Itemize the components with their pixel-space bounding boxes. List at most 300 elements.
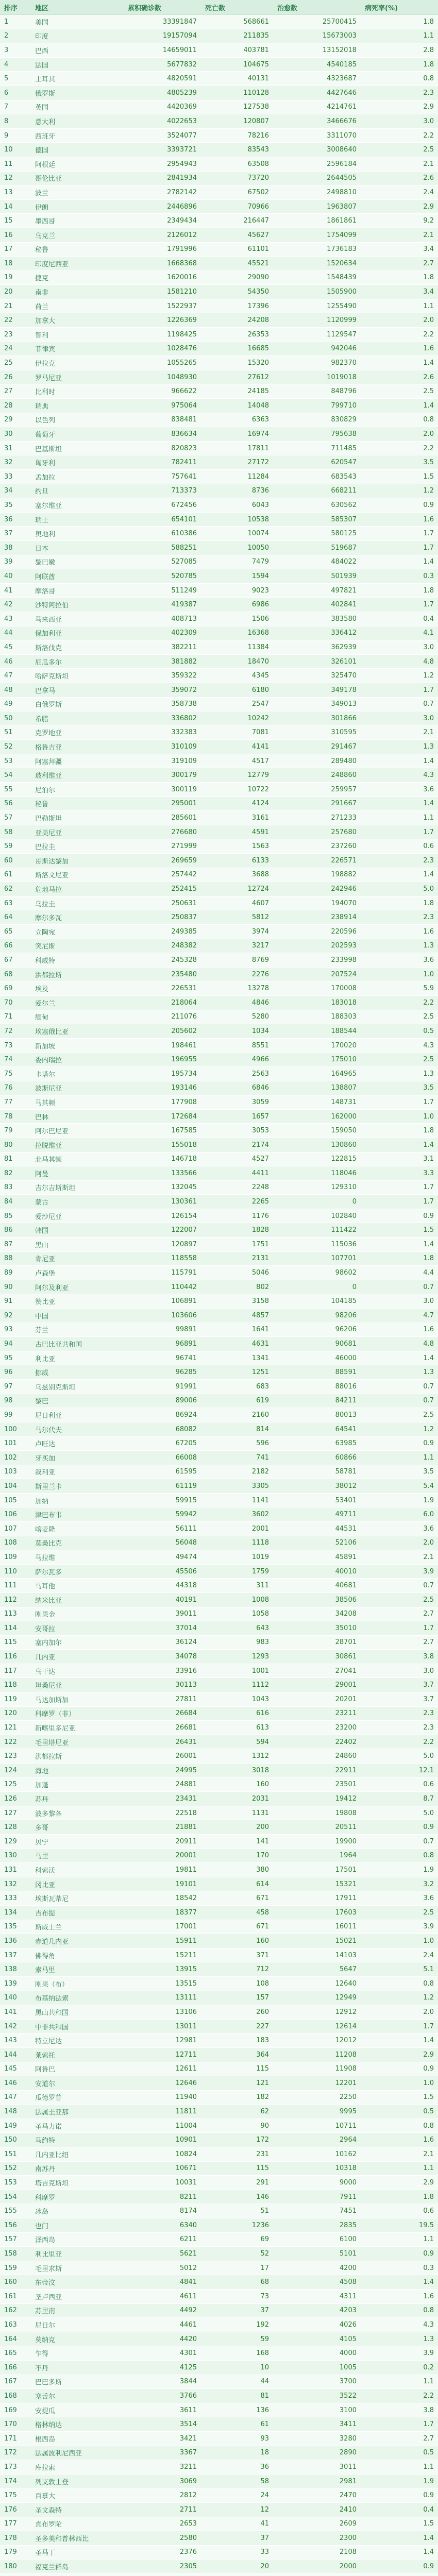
table-row[interactable] — [0, 470, 438, 484]
row-cases: 235480 — [124, 967, 201, 981]
table-row[interactable] — [0, 2360, 438, 2375]
table-row[interactable] — [0, 1905, 438, 1920]
table-row[interactable] — [0, 1607, 438, 1621]
table-row[interactable] — [0, 228, 438, 242]
table-row[interactable] — [0, 2403, 438, 2417]
table-row[interactable] — [0, 1564, 438, 1579]
header-deaths[interactable]: 死亡数 — [201, 0, 273, 15]
row-deaths: 643 — [201, 1621, 273, 1636]
row-cases: 2580 — [124, 2531, 201, 2546]
table-row[interactable] — [0, 2033, 438, 2048]
table-row[interactable] — [0, 384, 438, 399]
table-row[interactable] — [0, 29, 438, 43]
table-row[interactable] — [0, 754, 438, 768]
table-row[interactable] — [0, 2389, 438, 2403]
table-row[interactable] — [0, 697, 438, 711]
table-row[interactable] — [0, 171, 438, 185]
table-row[interactable] — [0, 1820, 438, 1835]
table-row[interactable] — [0, 1309, 438, 1323]
table-row[interactable] — [0, 143, 438, 157]
table-row[interactable] — [0, 270, 438, 285]
table-row[interactable] — [0, 299, 438, 313]
table-row[interactable] — [0, 2446, 438, 2460]
row-region: 马尔代夫 — [31, 1422, 124, 1436]
row-rank: 24 — [0, 342, 31, 356]
table-row[interactable] — [0, 1323, 438, 1337]
row-region: 土耳其 — [31, 72, 124, 86]
table-row[interactable] — [0, 1138, 438, 1152]
table-row[interactable] — [0, 583, 438, 598]
table-row[interactable] — [0, 2474, 438, 2488]
row-region: 美国 — [31, 15, 124, 29]
table-row[interactable] — [0, 612, 438, 626]
table-row[interactable] — [0, 1863, 438, 1877]
table-row[interactable] — [0, 2147, 438, 2162]
row-cases: 218064 — [124, 995, 201, 1010]
table-row[interactable] — [0, 725, 438, 740]
row-region: 波兰 — [31, 185, 124, 200]
row-deaths: 52 — [201, 2247, 273, 2261]
table-row[interactable] — [0, 1507, 438, 1522]
table-row[interactable] — [0, 1479, 438, 1494]
row-recovered: 620547 — [273, 455, 361, 470]
table-row[interactable] — [0, 455, 438, 470]
table-row[interactable] — [0, 1777, 438, 1792]
table-row[interactable] — [0, 1635, 438, 1650]
table-row[interactable] — [0, 1294, 438, 1309]
row-rank: 149 — [0, 2119, 31, 2133]
table-row[interactable] — [0, 2290, 438, 2304]
row-deaths — [201, 2573, 273, 2576]
row-deaths: 4517 — [201, 754, 273, 768]
table-row[interactable] — [0, 910, 438, 925]
table-row[interactable] — [0, 441, 438, 455]
row-rank: 85 — [0, 1209, 31, 1223]
table-row[interactable] — [0, 2431, 438, 2446]
table-row[interactable] — [0, 2417, 438, 2432]
row-deaths: 81 — [201, 2389, 273, 2403]
table-row[interactable] — [0, 825, 438, 839]
row-cases: 782411 — [124, 455, 201, 470]
row-rate: 0.5 — [361, 1024, 438, 1039]
row-recovered: 349013 — [273, 697, 361, 711]
table-row[interactable] — [0, 2531, 438, 2546]
row-cases: 12646 — [124, 2076, 201, 2091]
row-rate: 1.8 — [361, 2190, 438, 2204]
table-row[interactable] — [0, 839, 438, 854]
table-row[interactable] — [0, 1877, 438, 1891]
row-region: 斯洛伐克 — [31, 640, 124, 655]
row-region: 喀麦隆 — [31, 1521, 124, 1536]
table-row[interactable] — [0, 540, 438, 555]
table-row[interactable] — [0, 214, 438, 228]
row-deaths: 231 — [201, 2147, 273, 2162]
row-recovered: 4026 — [273, 2318, 361, 2332]
row-region: 巴拉圭 — [31, 839, 124, 854]
table-row[interactable] — [0, 1493, 438, 1507]
table-row[interactable] — [0, 740, 438, 754]
table-row[interactable] — [0, 1849, 438, 1863]
table-row[interactable] — [0, 1976, 438, 1991]
table-row[interactable] — [0, 1678, 438, 1692]
row-region: 泽西岛 — [31, 2232, 124, 2247]
table-row[interactable] — [0, 2176, 438, 2190]
table-row[interactable] — [0, 2133, 438, 2147]
row-deaths: 104675 — [201, 57, 273, 72]
table-row[interactable] — [0, 285, 438, 299]
row-rank: 154 — [0, 2190, 31, 2204]
row-recovered: 4203 — [273, 2303, 361, 2318]
row-rate: 1.1 — [361, 2375, 438, 2389]
row-recovered: 289480 — [273, 754, 361, 768]
header-region[interactable]: 地区 — [31, 0, 124, 15]
row-region: 西班牙 — [31, 128, 124, 143]
table-row[interactable] — [0, 1209, 438, 1223]
table-row[interactable] — [0, 1664, 438, 1678]
table-row[interactable] — [0, 654, 438, 669]
row-cases: 34078 — [124, 1650, 201, 1664]
table-row[interactable] — [0, 925, 438, 939]
row-rate: 3.0 — [361, 1294, 438, 1309]
table-row[interactable] — [0, 413, 438, 427]
table-row[interactable] — [0, 2545, 438, 2560]
table-row[interactable] — [0, 2161, 438, 2176]
table-row[interactable] — [0, 1806, 438, 1820]
row-rank: 175 — [0, 2488, 31, 2503]
table-header — [0, 0, 438, 15]
row-deaths: 6043 — [201, 498, 273, 513]
row-deaths: 683 — [201, 1380, 273, 1394]
row-rank: 139 — [0, 1976, 31, 1991]
row-region: 巴基斯坦 — [31, 441, 124, 455]
table-row[interactable] — [0, 1238, 438, 1252]
row-recovered: 15321 — [273, 1877, 361, 1891]
table-row[interactable] — [0, 981, 438, 996]
table-row[interactable] — [0, 1835, 438, 1849]
row-cases: 12981 — [124, 2033, 201, 2048]
table-row[interactable] — [0, 1266, 438, 1280]
table-row[interactable] — [0, 1223, 438, 1238]
table-row[interactable] — [0, 242, 438, 257]
row-cases: 177908 — [124, 1095, 201, 1110]
table-row[interactable] — [0, 1351, 438, 1365]
table-row[interactable] — [0, 72, 438, 86]
table-row[interactable] — [0, 86, 438, 100]
row-deaths: 596 — [201, 1436, 273, 1451]
row-deaths: 68 — [201, 2275, 273, 2290]
table-row[interactable] — [0, 768, 438, 783]
row-region: 圣卢西亚 — [31, 2290, 124, 2304]
table-row[interactable] — [0, 484, 438, 498]
table-row[interactable] — [0, 882, 438, 896]
table-row[interactable] — [0, 939, 438, 953]
row-recovered: 4508 — [273, 2275, 361, 2290]
table-row[interactable] — [0, 2261, 438, 2275]
table-row[interactable] — [0, 2190, 438, 2204]
table-row[interactable] — [0, 1891, 438, 1906]
row-rank: 33 — [0, 470, 31, 484]
row-recovered: 3011 — [273, 2460, 361, 2475]
table-row[interactable] — [0, 57, 438, 72]
row-region: 埃斯瓦蒂尼 — [31, 1891, 124, 1906]
row-recovered: 17911 — [273, 1891, 361, 1906]
table-row[interactable] — [0, 2218, 438, 2233]
row-rank: 126 — [0, 1792, 31, 1806]
table-row[interactable] — [0, 1038, 438, 1053]
table-row[interactable] — [0, 356, 438, 370]
row-rank: 65 — [0, 925, 31, 939]
table-row[interactable] — [0, 1792, 438, 1806]
table-row[interactable] — [0, 2375, 438, 2389]
row-cases: 99891 — [124, 1323, 201, 1337]
row-deaths: 2001 — [201, 1521, 273, 1536]
table-row[interactable] — [0, 1650, 438, 1664]
table-row[interactable] — [0, 1991, 438, 2005]
table-row[interactable] — [0, 2105, 438, 2119]
row-region: 沙特阿拉伯 — [31, 598, 124, 612]
table-row[interactable] — [0, 2488, 438, 2503]
table-row[interactable] — [0, 1764, 438, 1778]
table-row[interactable] — [0, 2247, 438, 2261]
row-rank: 47 — [0, 669, 31, 683]
table-row[interactable] — [0, 967, 438, 981]
table-row[interactable] — [0, 2047, 438, 2062]
row-cases: 1620016 — [124, 270, 201, 285]
row-recovered: 668211 — [273, 484, 361, 498]
table-row[interactable] — [0, 342, 438, 356]
table-row[interactable] — [0, 2275, 438, 2290]
row-cases: 39011 — [124, 1607, 201, 1621]
table-row[interactable] — [0, 257, 438, 271]
row-recovered: 188303 — [273, 1010, 361, 1024]
table-row[interactable] — [0, 953, 438, 968]
row-recovered: 17501 — [273, 1863, 361, 1877]
row-deaths: 10242 — [201, 711, 273, 726]
row-rank: 135 — [0, 1920, 31, 1934]
table-row[interactable] — [0, 2560, 438, 2574]
table-row[interactable] — [0, 1010, 438, 1024]
row-cases: 26681 — [124, 1721, 201, 1735]
row-deaths: 291 — [201, 2176, 273, 2190]
table-row[interactable] — [0, 2062, 438, 2076]
row-cases: 20911 — [124, 1835, 201, 1849]
table-row[interactable] — [0, 2303, 438, 2318]
row-cases: 172684 — [124, 1109, 201, 1124]
table-row[interactable] — [0, 1337, 438, 1351]
table-row[interactable] — [0, 1124, 438, 1138]
row-recovered: 291667 — [273, 796, 361, 811]
table-row[interactable] — [0, 1365, 438, 1380]
table-row[interactable] — [0, 2090, 438, 2105]
table-row[interactable] — [0, 1053, 438, 1067]
row-rate: 5.4 — [361, 1479, 438, 1494]
table-row[interactable] — [0, 1152, 438, 1166]
table-row[interactable] — [0, 626, 438, 640]
table-row[interactable] — [0, 527, 438, 541]
row-cases: 4420369 — [124, 100, 201, 114]
table-row[interactable] — [0, 2119, 438, 2133]
table-row[interactable] — [0, 328, 438, 342]
header-rate[interactable]: 病死率(%) — [361, 0, 438, 15]
table-row[interactable] — [0, 868, 438, 882]
table-row[interactable] — [0, 1592, 438, 1607]
row-rank: 153 — [0, 2176, 31, 2190]
table-row[interactable] — [0, 1081, 438, 1095]
row-cases: 3844 — [124, 2375, 201, 2389]
table-row[interactable] — [0, 2204, 438, 2218]
table-row[interactable] — [0, 2076, 438, 2091]
table-row[interactable] — [0, 43, 438, 58]
row-cases: 11940 — [124, 2090, 201, 2105]
table-row[interactable] — [0, 796, 438, 811]
table-row[interactable] — [0, 313, 438, 328]
row-deaths: 136 — [201, 2403, 273, 2417]
table-row[interactable] — [0, 1521, 438, 1536]
row-rank: 108 — [0, 1536, 31, 1550]
table-row[interactable] — [0, 1465, 438, 1479]
table-row[interactable] — [0, 2318, 438, 2332]
table-row[interactable] — [0, 995, 438, 1010]
header-recovered[interactable]: 治愈数 — [273, 0, 361, 15]
row-rate: 2.5 — [361, 1053, 438, 1067]
table-row[interactable] — [0, 1692, 438, 1707]
table-row[interactable] — [0, 2232, 438, 2247]
row-cases: 4420 — [124, 2332, 201, 2346]
table-row[interactable] — [0, 2460, 438, 2475]
row-region: 比利时 — [31, 384, 124, 399]
row-region: 韩国 — [31, 1223, 124, 1238]
row-cases: 4805239 — [124, 86, 201, 100]
table-row[interactable] — [0, 1436, 438, 1451]
table-row[interactable] — [0, 1024, 438, 1039]
table-row[interactable] — [0, 427, 438, 442]
header-cases[interactable]: 累积确诊数 — [124, 0, 201, 15]
row-deaths: 168 — [201, 2346, 273, 2361]
table-row[interactable] — [0, 2005, 438, 2020]
table-row[interactable] — [0, 1706, 438, 1721]
header-rank[interactable]: 排序 — [0, 0, 31, 15]
table-row[interactable] — [0, 683, 438, 697]
table-row[interactable] — [0, 1280, 438, 1294]
table-row[interactable] — [0, 640, 438, 655]
row-cases: 1198425 — [124, 328, 201, 342]
row-rate: 2.3 — [361, 854, 438, 868]
row-recovered: 45891 — [273, 1550, 361, 1565]
row-deaths: 2174 — [201, 1138, 273, 1152]
row-region: 挪威 — [31, 1365, 124, 1380]
row-cases: 118558 — [124, 1251, 201, 1266]
table-row[interactable] — [0, 811, 438, 825]
table-row[interactable] — [0, 1749, 438, 1764]
table-row[interactable] — [0, 128, 438, 143]
table-row[interactable] — [0, 2332, 438, 2346]
table-row[interactable] — [0, 1536, 438, 1550]
table-row[interactable] — [0, 498, 438, 513]
table-row[interactable] — [0, 399, 438, 413]
table-row[interactable] — [0, 2573, 438, 2576]
table-row[interactable] — [0, 15, 438, 29]
row-recovered: 16011 — [273, 1920, 361, 1934]
table-row[interactable] — [0, 1550, 438, 1565]
row-cases: 419387 — [124, 598, 201, 612]
row-cases: 610386 — [124, 527, 201, 541]
table-row[interactable] — [0, 1579, 438, 1593]
table-row[interactable] — [0, 1109, 438, 1124]
table-row[interactable] — [0, 1380, 438, 1394]
table-row[interactable] — [0, 1195, 438, 1209]
row-deaths: 170 — [201, 1849, 273, 1863]
row-rate: 1.1 — [361, 29, 438, 43]
table-row[interactable] — [0, 1180, 438, 1195]
table-row[interactable] — [0, 1408, 438, 1422]
row-deaths: 9023 — [201, 583, 273, 598]
row-region — [31, 2573, 124, 2576]
table-row[interactable] — [0, 199, 438, 214]
row-rank: 38 — [0, 540, 31, 555]
table-row[interactable] — [0, 1735, 438, 1749]
table-row[interactable] — [0, 100, 438, 114]
table-row[interactable] — [0, 598, 438, 612]
row-rate: 4.3 — [361, 2318, 438, 2332]
table-row[interactable] — [0, 669, 438, 683]
row-rate: 0.3 — [361, 2261, 438, 2275]
table-row[interactable] — [0, 157, 438, 171]
table-row[interactable] — [0, 711, 438, 726]
table-row[interactable] — [0, 370, 438, 384]
row-region: 罗马尼亚 — [31, 370, 124, 384]
table-row[interactable] — [0, 1962, 438, 1977]
table-row[interactable] — [0, 555, 438, 569]
row-rank: 12 — [0, 171, 31, 185]
row-rate: 1.4 — [361, 754, 438, 768]
row-cases: 11811 — [124, 2105, 201, 2119]
table-row[interactable] — [0, 1920, 438, 1934]
table-row[interactable] — [0, 1422, 438, 1436]
table-row[interactable] — [0, 1166, 438, 1181]
table-row[interactable] — [0, 114, 438, 129]
table-row[interactable] — [0, 1934, 438, 1948]
row-region: 叙利亚 — [31, 1465, 124, 1479]
table-row[interactable] — [0, 1251, 438, 1266]
row-rate: 0.5 — [361, 2446, 438, 2460]
row-deaths: 4631 — [201, 1337, 273, 1351]
table-row[interactable] — [0, 1450, 438, 1465]
row-cases: 23431 — [124, 1792, 201, 1806]
row-deaths: 1563 — [201, 839, 273, 854]
table-row[interactable] — [0, 512, 438, 527]
table-row[interactable] — [0, 896, 438, 910]
table-row[interactable] — [0, 783, 438, 797]
table-row[interactable] — [0, 1621, 438, 1636]
table-row[interactable] — [0, 1066, 438, 1081]
row-recovered: 4540185 — [273, 57, 361, 72]
table-row[interactable] — [0, 2502, 438, 2517]
row-rate: 3.4 — [361, 285, 438, 299]
table-row[interactable] — [0, 185, 438, 200]
table-row[interactable] — [0, 569, 438, 584]
row-rank: 9 — [0, 128, 31, 143]
table-row[interactable] — [0, 1721, 438, 1735]
table-row[interactable] — [0, 1948, 438, 1962]
table-row[interactable] — [0, 2346, 438, 2361]
table-row[interactable] — [0, 1095, 438, 1110]
table-row[interactable] — [0, 2019, 438, 2033]
table-row[interactable] — [0, 1394, 438, 1408]
row-deaths: 45521 — [201, 257, 273, 271]
table-row[interactable] — [0, 2517, 438, 2531]
table-row[interactable] — [0, 854, 438, 868]
row-rate: 1.7 — [361, 825, 438, 839]
